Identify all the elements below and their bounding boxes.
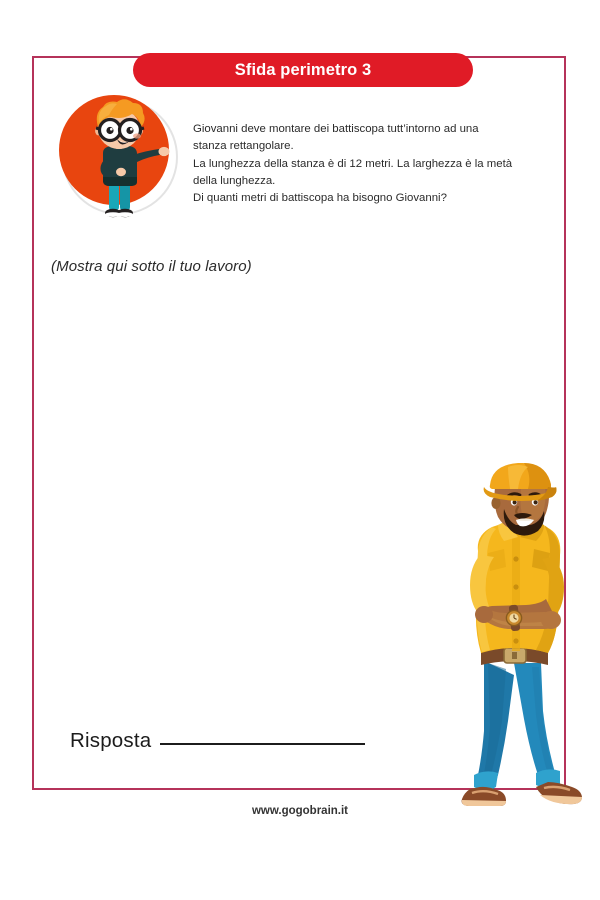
problem-line-2: stanza rettangolare. — [193, 140, 294, 153]
page-title: Sfida perimetro 3 — [234, 60, 372, 79]
answer-label: Risposta — [70, 729, 152, 752]
worksheet-title-banner — [133, 53, 473, 87]
boy-with-glasses-icon — [59, 93, 177, 225]
problem-line-4: della lunghezza. — [193, 174, 276, 187]
construction-worker-icon — [448, 463, 596, 808]
answer-row — [70, 729, 365, 753]
footer-website: www.gogobrain.it — [251, 805, 349, 817]
badge-boy — [59, 93, 177, 225]
problem-statement — [193, 121, 543, 207]
problem-line-1: Giovanni deve montare dei battiscopa tutt’intorno ad una — [193, 123, 479, 135]
problem-line-5: Di quanti metri di battiscopa ha bisogno Giovanni? — [193, 192, 447, 205]
problem-line-3: La lunghezza della stanza è di 12 metri. La larghezza è la metà — [193, 157, 513, 170]
answer-input-line[interactable] — [160, 743, 365, 745]
work-instruction: (Mostra qui sotto il tuo lavoro) — [51, 258, 252, 275]
